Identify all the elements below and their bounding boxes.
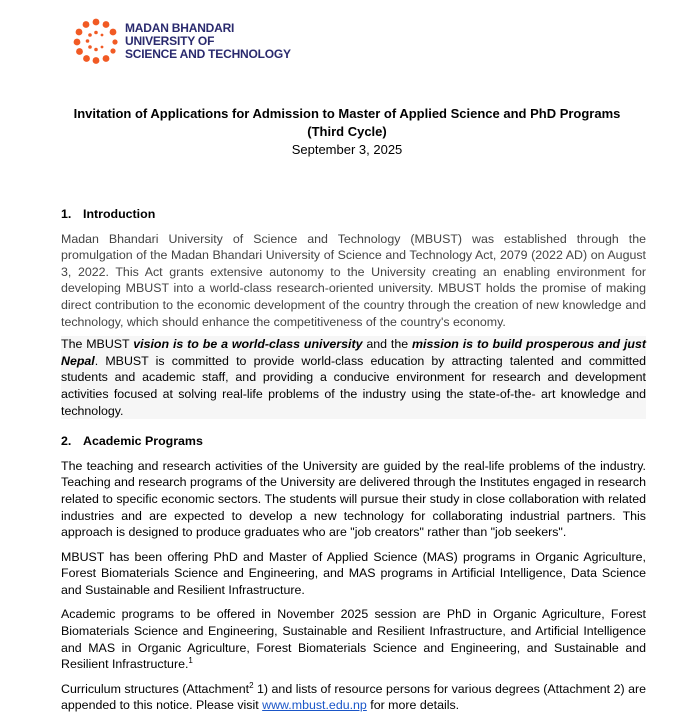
university-name <box>125 22 291 61</box>
section-number: 2. <box>61 434 72 449</box>
notice-body <box>61 206 646 714</box>
notice-title: Invitation of Applications for Admission to Master of Applied Science and PhD Programs <box>73 106 621 121</box>
footnote-marker: 2 <box>249 680 254 690</box>
programs-paragraph <box>61 606 646 672</box>
website-link[interactable]: www.mbust.edu.np <box>262 698 367 713</box>
section-heading-academic-programs <box>61 433 646 450</box>
footnote-marker: 1 <box>188 656 193 666</box>
notice-subtitle: (Third Cycle) <box>307 124 387 139</box>
programs-paragraph: MBUST has been offering PhD and Master of Applied Science (MAS) programs in Organic Agriculture, Forest Biomaterials Science and Engineering, and MAS programs in Artificial Intelligence, Data Science and Sustainable and Resilient Infrastructure. <box>61 549 646 597</box>
text-span: and the <box>362 337 413 352</box>
mission-statement: mission is to build prosperous and just Nepal <box>61 337 646 368</box>
section-title: Introduction <box>83 207 156 221</box>
vision-statement: vision is to be a world-class university <box>133 337 363 352</box>
attachments-paragraph <box>61 681 646 714</box>
intro-paragraph: Madan Bhandari University of Science and Technology (MBUST) was established through the promulgation of the Madan Bhandari University of Science and Technology Act, 2079 (2022 AD) on August 3, 2022. This Act grants extensive autonomy to the University creating an enabling environment for developing MBUST into a world-class research-oriented university. MBUST holds the promise of making direct contribution to the economic development of the country through the creation of new knowledge and technology, which should enhance the competitiveness of the country's economy. <box>61 231 646 329</box>
section-number: 1. <box>61 207 72 221</box>
university-logo-icon <box>73 18 119 64</box>
vision-mission-paragraph <box>61 336 646 419</box>
text-span: Curriculum structures (Attachment <box>61 681 250 696</box>
university-name-line: SCIENCE AND TECHNOLOGY <box>125 47 291 61</box>
section-title: Academic Programs <box>83 434 203 449</box>
university-header <box>73 18 291 64</box>
text-span: 1) and lists of resource persons for various degrees (Attachment 2) are appended to this notice. Please visit <box>61 681 646 713</box>
notice-date: September 3, 2025 <box>291 142 403 157</box>
text-span: for more details. <box>366 698 460 713</box>
programs-paragraph: The teaching and research activities of the University are guided by the real-life problems of the industry. Teaching and research programs of the University are delivered through the Institutes engaged in research related to specific economic sectors. The students will pursue their study in close collaboration with related industries and are expected to develop a new technology for collaborating industrial partners. This approach is designed to produce graduates who are "job creators" rather than "job seekers". <box>61 458 646 540</box>
university-name-line: UNIVERSITY OF <box>125 34 215 48</box>
notice-title-block <box>40 105 654 159</box>
text-span: Academic programs to be offered in November 2025 session are PhD in Organic Agriculture, Forest Biomaterials Science and Engineering, Sustainable and Resilient Infrastructure, and Artificial Intelligence and MAS in Organic Agriculture, Forest Biomaterials Science and Engineering, and Sustainable and Resilient Infrastructure. <box>61 607 646 672</box>
university-name-line: MADAN BHANDARI <box>125 21 235 35</box>
text-span: . MBUST is committed to provide world-class education by attracting talented and committed students and academic staff, and providing a conducive environment for research and development activities focused at solving real-life problems of the industry using the state-of-the- art knowledge and technology. <box>61 353 646 418</box>
section-heading-introduction <box>61 206 646 223</box>
text-span: The MBUST <box>61 337 134 352</box>
